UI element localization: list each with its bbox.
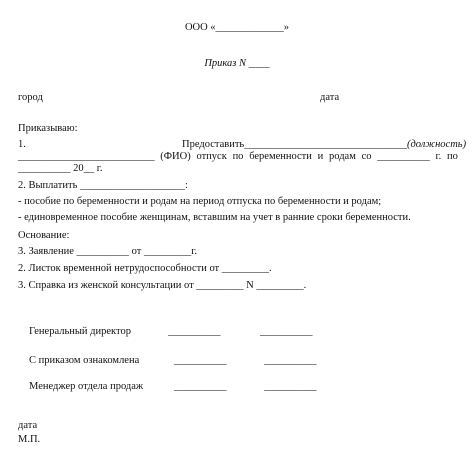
name-blank: __________ — [260, 326, 313, 337]
company-name: ООО «_____________» — [184, 22, 290, 33]
date-label: дата — [320, 92, 340, 103]
item1-pregnancy: беременности — [249, 151, 312, 162]
stamp-place: М.П. — [18, 434, 41, 445]
item1-and: и — [317, 151, 324, 162]
signature-blank: __________ — [174, 355, 227, 366]
order-title: Приказ N ____ — [204, 58, 270, 69]
name-blank: __________ — [264, 381, 317, 392]
item2-pay: 2. Выплатить ____________________: — [18, 180, 188, 191]
bullet-maternity-benefit: - пособие по беременности и родам на период отпуска по беременности и родам; — [18, 196, 382, 207]
item1-text — [182, 139, 466, 151]
item1-po: по — [232, 151, 244, 162]
item1-line2 — [18, 151, 458, 162]
item1-date-blank: __________ — [377, 151, 430, 162]
item1-from: со — [361, 151, 372, 162]
signature-blank: __________ — [168, 326, 221, 337]
item1-number: 1. — [18, 139, 26, 150]
order-verb: Приказываю: — [18, 123, 78, 134]
basis-certificate: 3. Справка из женской консультации от _________ N _________. — [18, 280, 307, 291]
basis-sick-leave: 2. Листок временной нетрудоспособности от _________. — [18, 263, 272, 274]
item1-leave: отпуск — [196, 151, 227, 162]
item1-position: (должность) — [406, 139, 467, 150]
item1-fio-blank: __________________________ — [18, 151, 155, 162]
item1-grant: Предоставить_______________________________ — [182, 139, 407, 150]
bullet-early-registration: - единовременное пособие женщинам, вставшим на учет в ранние сроки беременности. — [18, 212, 411, 223]
item1-to: по — [447, 151, 458, 162]
signature-role: Менеджер отдела продаж — [29, 381, 144, 392]
item1-year: г. — [435, 151, 442, 162]
signature-role: С приказом ознакомлена — [29, 355, 140, 366]
item1-birth: родам — [329, 151, 356, 162]
signature-role: Генеральный директор — [29, 326, 131, 337]
basis-application: 3. Заявление __________ от _________г. — [18, 246, 197, 257]
item1-fio: (ФИО) — [160, 151, 191, 162]
basis-heading: Основание: — [18, 230, 70, 241]
signature-blank: __________ — [174, 381, 227, 392]
footer-date: дата — [18, 420, 38, 431]
item1-end-date: __________ 20__ г. — [18, 163, 103, 174]
name-blank: __________ — [264, 355, 317, 366]
city-label: город — [18, 92, 43, 103]
